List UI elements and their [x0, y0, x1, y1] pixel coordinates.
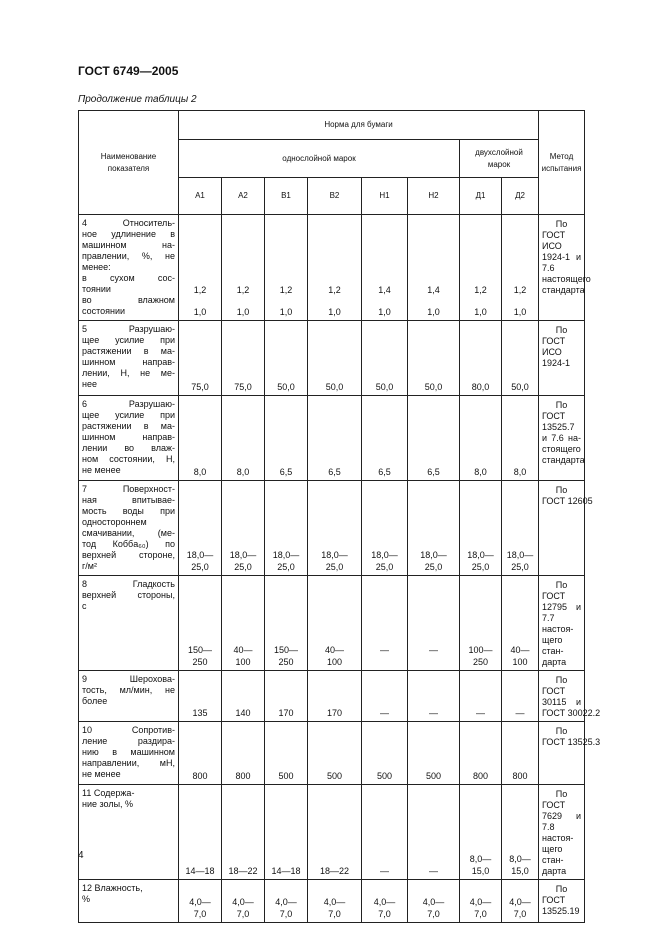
- table-row: [79, 481, 585, 576]
- value-cell: 150— 250: [179, 576, 222, 671]
- test-method: По ГОСТ 13525.3: [539, 722, 585, 785]
- value-cell: 6,5: [362, 396, 408, 481]
- indicator-name: 11 Содержа- ние золы, %: [79, 785, 179, 880]
- value-cell: 50,0: [502, 321, 539, 396]
- indicator-name: 10 Сопротив- ление раздира- нию в машинном направлении, мН, не менее: [79, 722, 179, 785]
- table-row: [79, 722, 585, 785]
- value-cell: 150— 250: [265, 576, 308, 671]
- grade-header-1: А1: [179, 178, 222, 215]
- value-cell: 1,4 1,0: [362, 215, 408, 321]
- grade-header-6: Н2: [408, 178, 460, 215]
- indicator-name: 12 Влажность, %: [79, 880, 179, 923]
- value-cell: 4,0— 7,0: [408, 880, 460, 923]
- value-cell: 100— 250: [460, 576, 502, 671]
- table-row: [79, 785, 585, 880]
- value-cell: 800: [222, 722, 265, 785]
- test-method: По ГОСТ 13525.19: [539, 880, 585, 923]
- header-single-layer: однослойной марок: [179, 140, 460, 178]
- indicator-name: 9 Шерохова- тость, мл/мин, не более: [79, 671, 179, 722]
- grade-header-8: Д2: [502, 178, 539, 215]
- header-norm: Норма для бумаги: [179, 111, 539, 140]
- value-cell: 18—22: [222, 785, 265, 880]
- value-cell: 1,2 1,0: [179, 215, 222, 321]
- table-row: [79, 576, 585, 671]
- value-cell: 8,0— 15,0: [502, 785, 539, 880]
- value-cell: 18,0— 25,0: [362, 481, 408, 576]
- value-cell: 18,0— 25,0: [408, 481, 460, 576]
- value-cell: 40— 100: [222, 576, 265, 671]
- table-row: [79, 396, 585, 481]
- grade-header-7: Д1: [460, 178, 502, 215]
- value-cell: 14—18: [179, 785, 222, 880]
- value-cell: —: [362, 785, 408, 880]
- value-cell: 4,0— 7,0: [460, 880, 502, 923]
- value-cell: 170: [308, 671, 362, 722]
- value-cell: 500: [308, 722, 362, 785]
- value-cell: 1,2 1,0: [502, 215, 539, 321]
- header-double-layer: двухслойной марок: [460, 140, 539, 178]
- value-cell: —: [362, 671, 408, 722]
- indicator-name: 5 Разрушаю- щее усилие при растяжении в ма- шинном направ- лении, Н, не ме- нее: [79, 321, 179, 396]
- value-cell: 4,0— 7,0: [179, 880, 222, 923]
- value-cell: 75,0: [222, 321, 265, 396]
- value-cell: 18,0— 25,0: [502, 481, 539, 576]
- value-cell: 140: [222, 671, 265, 722]
- value-cell: 800: [179, 722, 222, 785]
- value-cell: 14—18: [265, 785, 308, 880]
- value-cell: 18,0— 25,0: [265, 481, 308, 576]
- value-cell: —: [408, 785, 460, 880]
- value-cell: 40— 100: [308, 576, 362, 671]
- value-cell: 50,0: [308, 321, 362, 396]
- value-cell: 6,5: [265, 396, 308, 481]
- value-cell: 500: [408, 722, 460, 785]
- test-method: По ГОСТ 12605: [539, 481, 585, 576]
- value-cell: —: [362, 576, 408, 671]
- value-cell: 1,2 1,0: [222, 215, 265, 321]
- value-cell: 80,0: [460, 321, 502, 396]
- table-row: [79, 215, 585, 321]
- value-cell: 8,0: [222, 396, 265, 481]
- grade-header-4: В2: [308, 178, 362, 215]
- indicator-name: 4 Относитель- ное удлинение в машинном на- правлении, %, не менее: в сухом сос- тоянии во влажном состоянии: [79, 215, 179, 321]
- document-title: ГОСТ 6749—2005: [78, 64, 179, 78]
- value-cell: 800: [460, 722, 502, 785]
- value-cell: 500: [362, 722, 408, 785]
- header-method-column: Метод испытания: [539, 111, 585, 215]
- grade-header-3: В1: [265, 178, 308, 215]
- indicator-name: 7 Поверхност- ная впитывае- мость воды при одностороннем смачивании, (ме- тод Коббa₆₀) по верхней стороне, г/м²: [79, 481, 179, 576]
- value-cell: 6,5: [408, 396, 460, 481]
- grade-header-5: Н1: [362, 178, 408, 215]
- value-cell: 18,0— 25,0: [222, 481, 265, 576]
- value-cell: 1,4 1,0: [408, 215, 460, 321]
- value-cell: 135: [179, 671, 222, 722]
- value-cell: 4,0— 7,0: [308, 880, 362, 923]
- value-cell: 8,0— 15,0: [460, 785, 502, 880]
- value-cell: 4,0— 7,0: [502, 880, 539, 923]
- table-row: [79, 671, 585, 722]
- value-cell: 8,0: [179, 396, 222, 481]
- test-method: По ГОСТ ИСО 1924-1: [539, 321, 585, 396]
- value-cell: 1,2 1,0: [308, 215, 362, 321]
- test-method: По ГОСТ ИСО 1924-1 и 7.6 настоящего стандарта: [539, 215, 585, 321]
- test-method: По ГОСТ 30115 и ГОСТ 30022.2: [539, 671, 585, 722]
- test-method: По ГОСТ 7629 и 7.8 настоя- щего стан- дарта: [539, 785, 585, 880]
- value-cell: 50,0: [408, 321, 460, 396]
- value-cell: 500: [265, 722, 308, 785]
- page-number: 4: [78, 850, 84, 861]
- grade-header-2: А2: [222, 178, 265, 215]
- indicator-name: 6 Разрушаю- щее усилие при растяжении в ма- шинном направ- лении во влаж- ном состоянии, Н, не менее: [79, 396, 179, 481]
- value-cell: 18,0— 25,0: [179, 481, 222, 576]
- table-row: [79, 321, 585, 396]
- value-cell: 8,0: [502, 396, 539, 481]
- properties-table: [78, 110, 601, 923]
- value-cell: 18,0— 25,0: [308, 481, 362, 576]
- indicator-name: 8 Гладкость верхней стороны, с: [79, 576, 179, 671]
- value-cell: —: [460, 671, 502, 722]
- value-cell: 4,0— 7,0: [222, 880, 265, 923]
- header-name-column: Наименование показателя: [79, 111, 179, 215]
- table-row: [79, 880, 585, 923]
- table-caption: Продолжение таблицы 2: [78, 94, 197, 105]
- test-method: По ГОСТ 12795 и 7.7 настоя- щего стан- дарта: [539, 576, 585, 671]
- value-cell: —: [408, 576, 460, 671]
- value-cell: 800: [502, 722, 539, 785]
- value-cell: 50,0: [265, 321, 308, 396]
- test-method: По ГОСТ 13525.7 и 7.6 на- стоящего стандарта: [539, 396, 585, 481]
- value-cell: 75,0: [179, 321, 222, 396]
- value-cell: 170: [265, 671, 308, 722]
- value-cell: —: [502, 671, 539, 722]
- value-cell: 1,2 1,0: [265, 215, 308, 321]
- value-cell: 50,0: [362, 321, 408, 396]
- value-cell: 6,5: [308, 396, 362, 481]
- value-cell: —: [408, 671, 460, 722]
- value-cell: 4,0— 7,0: [362, 880, 408, 923]
- value-cell: 8,0: [460, 396, 502, 481]
- value-cell: 40— 100: [502, 576, 539, 671]
- value-cell: 18,0— 25,0: [460, 481, 502, 576]
- value-cell: 1,2 1,0: [460, 215, 502, 321]
- value-cell: 4,0— 7,0: [265, 880, 308, 923]
- value-cell: 18—22: [308, 785, 362, 880]
